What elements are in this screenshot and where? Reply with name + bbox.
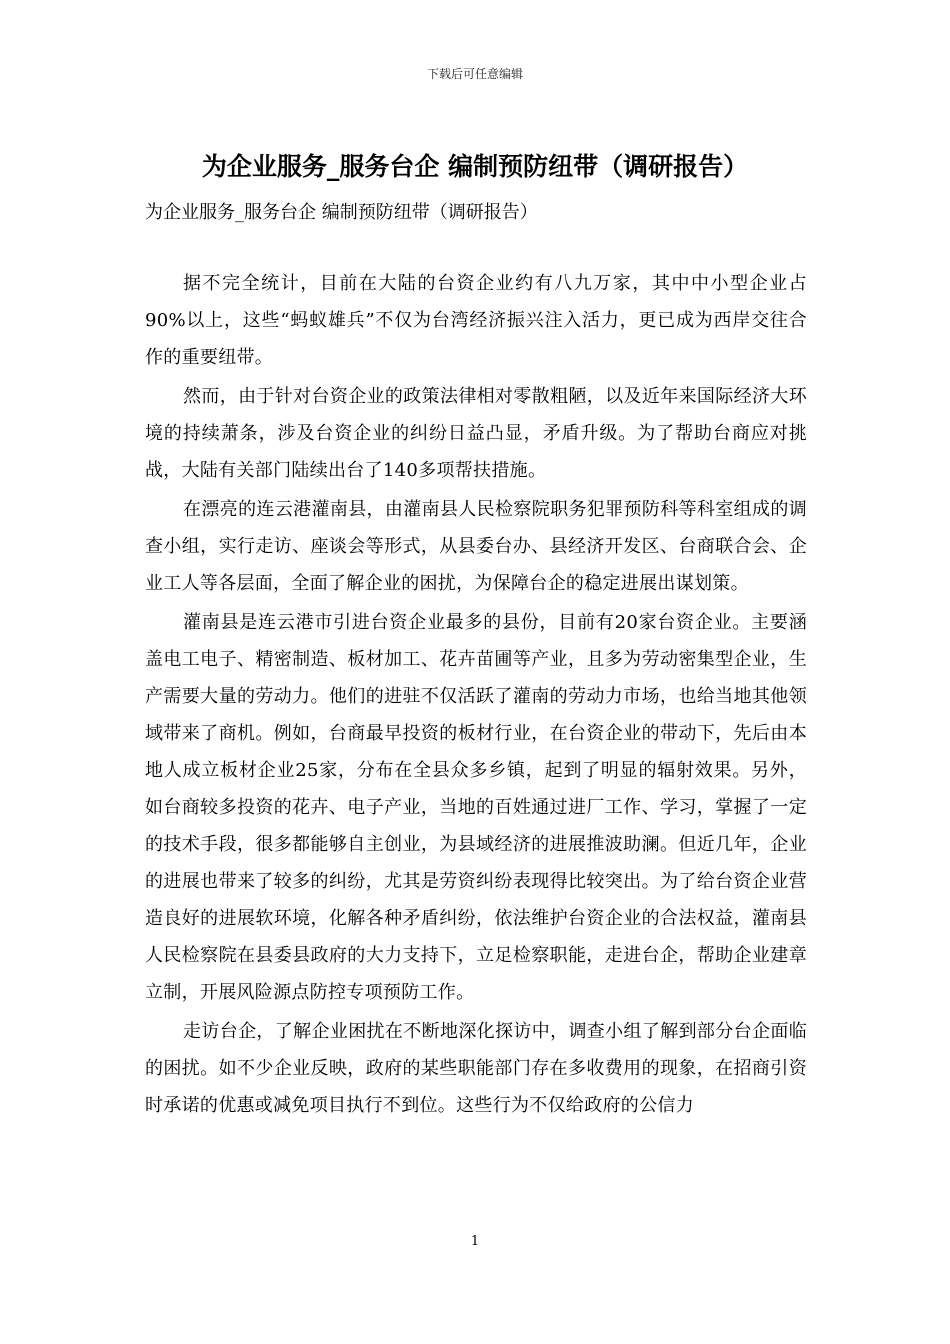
paragraph-3: 在漂亮的连云港灌南县，由灌南县人民检察院职务犯罪预防科等科室组成的调查小组，实行走访、座谈会等形式，从县委台办、县经济开发区、台商联合会、企业工人等各层面，全面了解企业的困扰，为保障台企的稳定进展出谋划策。 — [145, 499, 807, 594]
paragraph-2: 然而，由于针对台资企业的政策法律相对零散粗陋，以及近年来国际经济大环境的持续萧条，涉及台资企业的纠纷日益凸显，矛盾升级。为了帮助台商应对挑战，大陆有关部门陆续出台了140多项帮扶措施。 — [145, 386, 807, 481]
header-note: 下载后可任意编辑 — [426, 67, 523, 81]
paragraph-4: 灌南县是连云港市引进台资企业最多的县份，目前有20家台资企业。主要涵盖电工电子、精密制造、板材加工、花卉苗圃等产业，且多为劳动密集型企业，生产需要大量的劳动力。他们的进驻不仅活跃了灌南的劳动力市场，也给当地其他领域带来了商机。例如，台商最早投资的板材行业，在台资企业的带动下，先后由本地人成立板材企业25家，分布在全县众多乡镇，起到了明显的辐射效果。另外，如台商较多投资的花卉、电子产业，当地的百姓通过进厂工作、学习，掌握了一定的技术手段，很多都能够自主创业，为县域经济的进展推波助澜。但近几年，企业的进展也带来了较多的纠纷，尤其是劳资纠纷表现得比较突出。为了给台资企业营造良好的进展软环境，化解各种矛盾纠纷，依法维护台资企业的合法权益，灌南县人民检察院在县委县政府的大力支持下，立足检察职能，走进台企，帮助企业建章立制，开展风险源点防控专项预防工作。 — [145, 612, 807, 1003]
document-subtitle: 为企业服务_服务台企 编制预防纽带（调研报告） — [145, 202, 538, 223]
page-number: 1 — [470, 1234, 480, 1249]
paragraph-5: 走访台企，了解企业困扰在不断地深化探访中，调查小组了解到部分台企面临的困扰。如不少企业反映，政府的某些职能部门存在多收费用的现象，在招商引资时承诺的优惠或减免项目执行不到位。这些行为不仅给政府的公信力 — [145, 1021, 807, 1116]
document-title: 为企业服务_服务台企 编制预防纽带（调研报告） — [201, 152, 749, 181]
document-body — [145, 265, 807, 1126]
paragraph-1: 据不完全统计，目前在大陆的台资企业约有八九万家，其中中小型企业占90%以上，这些“蚂蚁雄兵”不仅为台湾经济振兴注入活力，更已成为西岸交往合作的重要纽带。 — [145, 273, 807, 368]
